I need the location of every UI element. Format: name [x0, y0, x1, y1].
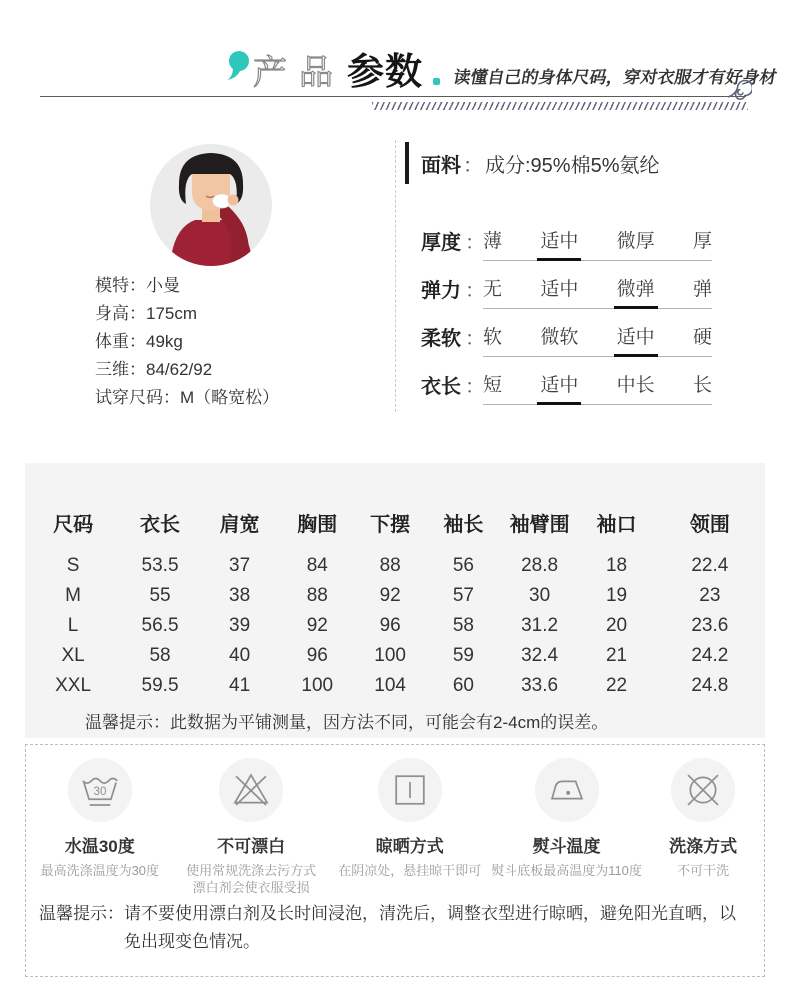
- care-desc: 在阴凉处，悬挂晾干即可: [338, 863, 482, 878]
- care-label: 不可漂白: [217, 837, 286, 856]
- model-info-list: [95, 272, 279, 412]
- care-desc: 熨斗底板最高温度为110度: [491, 863, 642, 878]
- cell: 22: [605, 675, 628, 696]
- cell: 92: [306, 615, 328, 636]
- care-label: 熨斗温度: [532, 837, 601, 856]
- table-row: [25, 671, 765, 701]
- cell: 21: [605, 645, 628, 666]
- care-desc: 不可干洗: [677, 863, 730, 878]
- care-icons-row: [26, 758, 764, 896]
- cell: 38: [229, 585, 251, 606]
- attribute-scale: [483, 370, 712, 405]
- cell: S: [66, 555, 80, 576]
- care-label: 水温30度: [64, 837, 135, 856]
- scale-option-selected: 适中: [540, 226, 578, 253]
- scale-option: 硬: [692, 327, 712, 348]
- cell: 33.6: [521, 675, 559, 696]
- column-header: 袖臂围: [509, 514, 570, 536]
- fabric-colon: ：: [463, 154, 483, 177]
- cell: 32.4: [521, 645, 559, 666]
- cell: 23.6: [691, 615, 729, 636]
- care-desc: 最高洗涤温度为30度: [40, 863, 160, 878]
- size-chart-table: [25, 503, 765, 701]
- cell: 55: [149, 585, 171, 606]
- scale-option: 薄: [483, 231, 503, 252]
- fabric-row: [405, 142, 750, 184]
- care-instructions-box: [25, 744, 765, 977]
- cell: 19: [605, 585, 628, 606]
- page-title-bold: 参数: [347, 51, 423, 92]
- cell: 100: [374, 645, 406, 666]
- fabric-specs-panel: [405, 142, 750, 402]
- cell: 96: [306, 645, 328, 666]
- cell: 60: [452, 675, 474, 696]
- cell: 31.2: [521, 615, 559, 636]
- cell: 88: [306, 585, 328, 606]
- scale-option: 厚: [692, 231, 712, 252]
- table-row: [25, 581, 765, 611]
- cell: XL: [61, 645, 85, 666]
- attribute-scale: [483, 322, 712, 357]
- cell: 41: [229, 675, 251, 696]
- cell: 58: [149, 645, 171, 666]
- column-header: 下摆: [370, 514, 411, 536]
- cell: 40: [229, 645, 251, 666]
- fabric-label: 面料: [421, 154, 461, 177]
- attribute-label: 柔软: [421, 328, 461, 350]
- model-photo: [150, 144, 272, 266]
- column-header: 衣长: [140, 514, 181, 536]
- vertical-dashed-divider: [395, 140, 396, 412]
- care-item-no-bleach: [174, 758, 329, 896]
- cell: 88: [379, 555, 401, 576]
- care-label: 洗涤方式: [669, 837, 738, 856]
- attribute-label: 弹力: [421, 280, 461, 302]
- scale-option: 无: [483, 279, 503, 300]
- scale-option: 适中: [540, 279, 579, 300]
- cell: 96: [379, 615, 401, 636]
- cell: 24.8: [691, 675, 729, 696]
- column-header: 袖长: [443, 514, 484, 536]
- scale-option-selected: 适中: [540, 370, 578, 397]
- care-item-iron-temp: [491, 758, 642, 896]
- wash-30-icon: [68, 758, 132, 822]
- scale-option: 短: [483, 375, 503, 396]
- care-desc: 使用常规洗涤去污方式 漂白剂会使衣服受损: [186, 863, 317, 895]
- attribute-colon: ：: [465, 376, 485, 398]
- scale-option: 软: [483, 327, 503, 348]
- care-item-washing-method: [642, 758, 764, 896]
- header-hatch-pattern: [372, 102, 748, 110]
- care-tip-text: 请不要使用漂白剂及长时间浸泡，清洗后，调整衣型进行晾晒，避免阳光直晒，以免出现变色情况。: [124, 904, 736, 951]
- column-header: 袖口: [596, 514, 637, 536]
- cell: 22.4: [691, 555, 729, 576]
- svg-text:30: 30: [93, 786, 107, 799]
- cell: 84: [306, 555, 328, 576]
- cell: 23: [699, 585, 721, 606]
- model-weight-line: 体重：49kg: [95, 332, 183, 351]
- scale-option: 弹: [692, 279, 712, 300]
- section-header: [226, 50, 777, 90]
- measurement-tip: 温馨提示：此数据为平铺测量，因方法不同，可能会有2-4cm的误差。: [85, 713, 609, 732]
- cell: 57: [452, 585, 474, 606]
- scale-option-selected: 适中: [617, 322, 655, 349]
- column-header: 尺码: [53, 514, 94, 536]
- table-header-row: [25, 503, 765, 551]
- header-divider: [40, 96, 746, 97]
- attribute-row-elasticity: [421, 274, 750, 306]
- cell: 59: [452, 645, 474, 666]
- scale-option: 长: [692, 375, 712, 396]
- table-row: [25, 641, 765, 671]
- care-item-water-temp: [26, 758, 174, 896]
- cell: 53.5: [141, 555, 179, 576]
- care-warm-tip: [39, 900, 740, 956]
- attribute-colon: ：: [465, 232, 485, 254]
- column-header: 肩宽: [219, 514, 260, 536]
- cell: 37: [229, 555, 251, 576]
- attribute-row-softness: [421, 322, 750, 354]
- attribute-colon: ：: [465, 328, 485, 350]
- quote-bubble-icon: [226, 50, 251, 86]
- cell: 30: [529, 585, 551, 606]
- table-row: [25, 551, 765, 581]
- care-tip-label: 温馨提示：: [39, 904, 124, 923]
- cell: 100: [301, 675, 334, 696]
- no-bleach-icon: [219, 758, 283, 822]
- attribute-row-thickness: [421, 226, 750, 258]
- cell: 39: [229, 615, 251, 636]
- attribute-colon: ：: [465, 280, 485, 302]
- scale-option: 中长: [616, 375, 655, 396]
- size-chart-section: [25, 463, 765, 738]
- accent-dot-icon: [433, 78, 440, 85]
- attribute-label: 衣长: [421, 376, 461, 398]
- care-label: 晾晒方式: [375, 837, 444, 856]
- page-tagline: 读懂自己的身体尺码，穿对衣服才有好身材: [451, 68, 779, 87]
- wave-curl-icon: [726, 74, 752, 105]
- care-item-drying: [329, 758, 491, 896]
- scale-option: 微软: [540, 327, 579, 348]
- cell: 92: [379, 585, 401, 606]
- cell: 56.5: [141, 615, 179, 636]
- cell: 56: [452, 555, 474, 576]
- dry-in-shade-icon: [378, 758, 442, 822]
- scale-option-selected: 微弹: [617, 274, 655, 301]
- iron-temp-icon: [535, 758, 599, 822]
- cell: 18: [605, 555, 628, 576]
- column-header: 胸围: [297, 514, 338, 536]
- attribute-scale: [483, 274, 712, 309]
- cell: 20: [605, 615, 628, 636]
- cell: 59.5: [141, 675, 179, 696]
- fabric-value: 成分:95%棉5%氨纶: [485, 154, 660, 177]
- cell: 58: [452, 615, 474, 636]
- model-height-line: 身高：175cm: [95, 304, 198, 323]
- cell: M: [65, 585, 81, 606]
- cell: 24.2: [691, 645, 729, 666]
- attribute-scale: [483, 226, 712, 261]
- page-title-light: 产品: [253, 54, 345, 92]
- scale-option: 微厚: [616, 231, 655, 252]
- no-dryclean-icon: [671, 758, 735, 822]
- cell: 104: [374, 675, 406, 696]
- attribute-label: 厚度: [421, 232, 461, 254]
- attribute-row-garment-length: [421, 370, 750, 402]
- cell: 28.8: [521, 555, 559, 576]
- model-fit-size-line: 试穿尺码：M（略宽松）: [95, 388, 280, 407]
- model-measurements-line: 三维：84/62/92: [95, 360, 213, 379]
- table-row: [25, 611, 765, 641]
- column-header: 领围: [689, 514, 730, 536]
- model-name-line: 模特：小曼: [95, 276, 180, 295]
- cell: XXL: [55, 675, 92, 696]
- cell: L: [67, 615, 79, 636]
